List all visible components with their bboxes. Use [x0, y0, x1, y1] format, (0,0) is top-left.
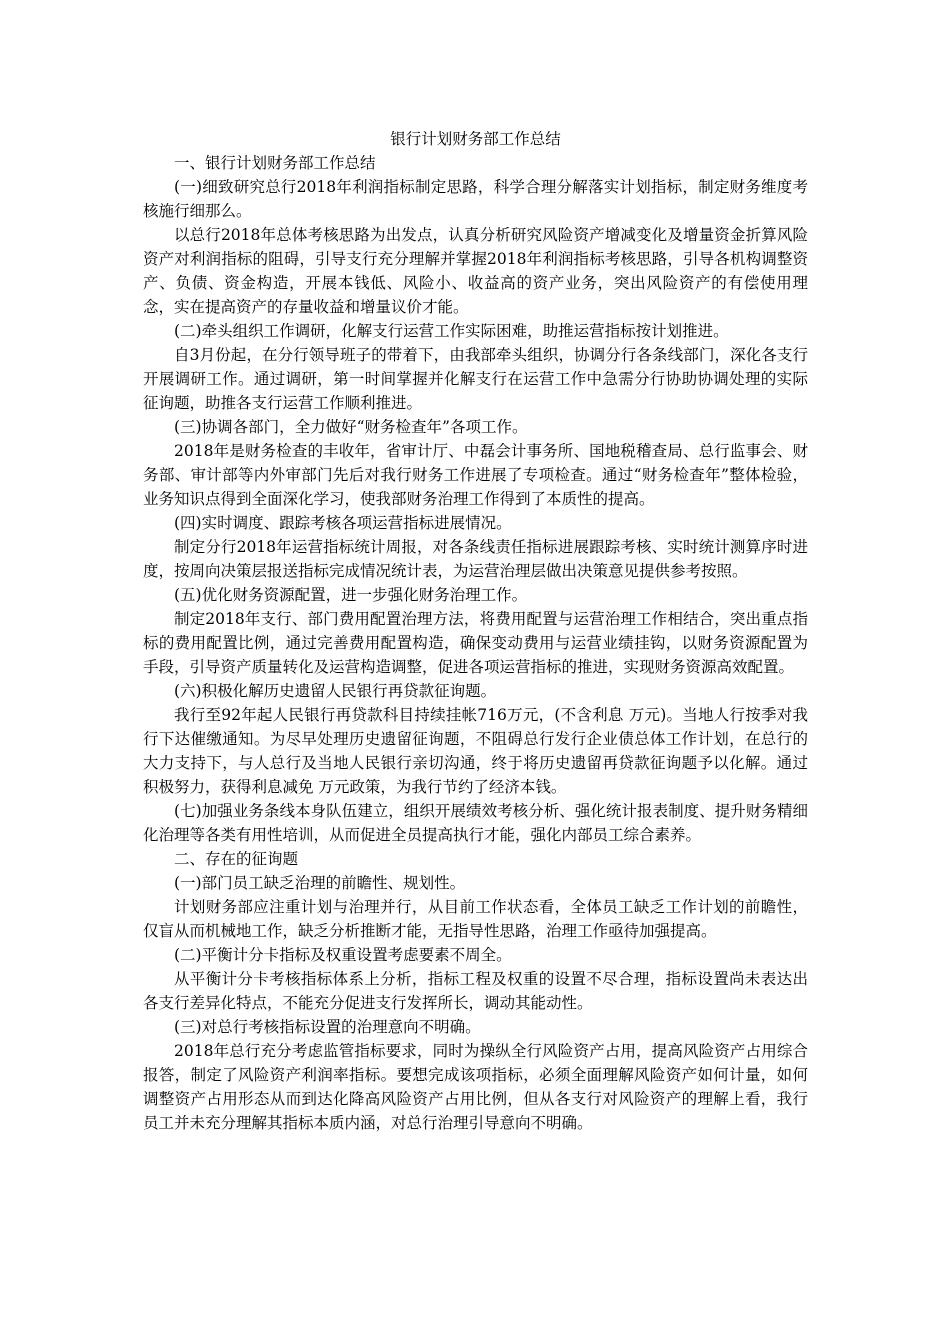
- subheading-1-3: (三)协调各部门，全力做好“财务检查年”各项工作。: [174, 418, 528, 436]
- subheading-2-3: (三)对总行考核指标设置的治理意向不明确。: [174, 1018, 481, 1036]
- document-page: [143, 127, 808, 1135]
- subheading-1-1: (一)细致研究总行2018年利润指标制定思路，科学合理分解落实计划指标，制定财务维度考核施行细那么。: [143, 178, 808, 220]
- subheading-1-4: (四)实时调度、跟踪考核各项运营指标进展情况。: [174, 514, 512, 532]
- subheading-1-6: (六)积极化解历史遗留人民银行再贷款征询题。: [174, 682, 497, 700]
- body-paragraph: 2018年总行充分考虑监管指标要求，同时为操纵全行风险资产占用，提高风险资产占用综合报答，制定了风险资产利润率指标。要想完成该项指标，必须全面理解风险资产如何计量，如何调整资产占用形态从而到达化降高风险资产占用比例，但从各支行对风险资产的理解上看，我行员工并未充分理解其指标本质内涵，对总行治理引导意向不明确。: [143, 1042, 808, 1132]
- subheading-1-5: (五)优化财务资源配置，进一步强化财务治理工作。: [174, 586, 528, 604]
- subheading-2-1: (一)部门员工缺乏治理的前瞻性、规划性。: [174, 874, 466, 892]
- body-paragraph: 自3月份起，在分行领导班子的带着下，由我部牵头组织，协调分行各条线部门，深化各支行开展调研工作。通过调研，第一时间掌握并化解支行在运营工作中急需分行协助协调处理的实际征询题，助推各支行运营工作顺利推进。: [143, 346, 808, 412]
- body-paragraph: 以总行2018年总体考核思路为出发点，认真分析研究风险资产增减变化及增量资金折算风险资产对利润指标的阻碍，引导支行充分理解并掌握2018年利润指标考核思路，引导各机构调整资产、负债、资金构造，开展本钱低、风险小、收益高的资产业务，突出风险资产的有偿使用理念，实在提高资产的存量收益和增量议价才能。: [143, 226, 808, 316]
- subheading-1-7: (七)加强业务条线本身队伍建立，组织开展绩效考核分析、强化统计报表制度、提升财务精细化治理等各类有用性培训，从而促进全员提高执行才能，强化内部员工综合素养。: [143, 802, 808, 844]
- body-paragraph: 我行至92年起人民银行再贷款科目持续挂帐716万元，(不含利息 万元)。当地人行按季对我行下达催缴通知。为尽早处理历史遗留征询题，不阻碍总行发行企业债总体工作计划，在总行的大力支持下，与人总行及当地人民银行亲切沟通，终于将历史遗留再贷款征询题予以化解。通过积极努力，获得利息减免 万元政策，为我行节约了经济本钱。: [143, 706, 808, 796]
- document-title: 银行计划财务部工作总结: [390, 130, 561, 148]
- heading-section-2: 二、存在的征询题: [174, 850, 299, 868]
- body-paragraph: 制定分行2018年运营指标统计周报，对各条线责任指标进展跟踪考核、实时统计测算序时进度，按周向决策层报送指标完成情况统计表，为运营治理层做出决策意见提供参考按照。: [143, 538, 808, 580]
- body-paragraph: 从平衡计分卡考核指标体系上分析，指标工程及权重的设置不尽合理，指标设置尚未表达出各支行差异化特点，不能充分促进支行发挥所长，调动其能动性。: [143, 970, 808, 1012]
- subheading-1-2: (二)牵头组织工作调研，化解支行运营工作实际困难，助推运营指标按计划推进。: [174, 322, 729, 340]
- body-paragraph: 计划财务部应注重计划与治理并行，从目前工作状态看，全体员工缺乏工作计划的前瞻性，仅盲从而机械地工作，缺乏分析推断才能，无指导性思路，治理工作亟待加强提高。: [143, 898, 808, 940]
- body-paragraph: 制定2018年支行、部门费用配置治理方法，将费用配置与运营治理工作相结合，突出重点指标的费用配置比例，通过完善费用配置构造，确保变动费用与运营业绩挂钩，以财务资源配置为手段，引导资产质量转化及运营构造调整，促进各项运营指标的推进，实现财务资源高效配置。: [143, 610, 808, 676]
- body-paragraph: 2018年是财务检查的丰收年，省审计厅、中磊会计事务所、国地税稽查局、总行监事会、财务部、审计部等内外审部门先后对我行财务工作进展了专项检查。通过“财务检查年”整体检验，业务知识点得到全面深化学习，使我部财务治理工作得到了本质性的提高。: [143, 442, 808, 508]
- subheading-2-2: (二)平衡计分卡指标及权重设置考虑要素不周全。: [174, 946, 512, 964]
- heading-section-1: 一、银行计划财务部工作总结: [174, 154, 376, 172]
